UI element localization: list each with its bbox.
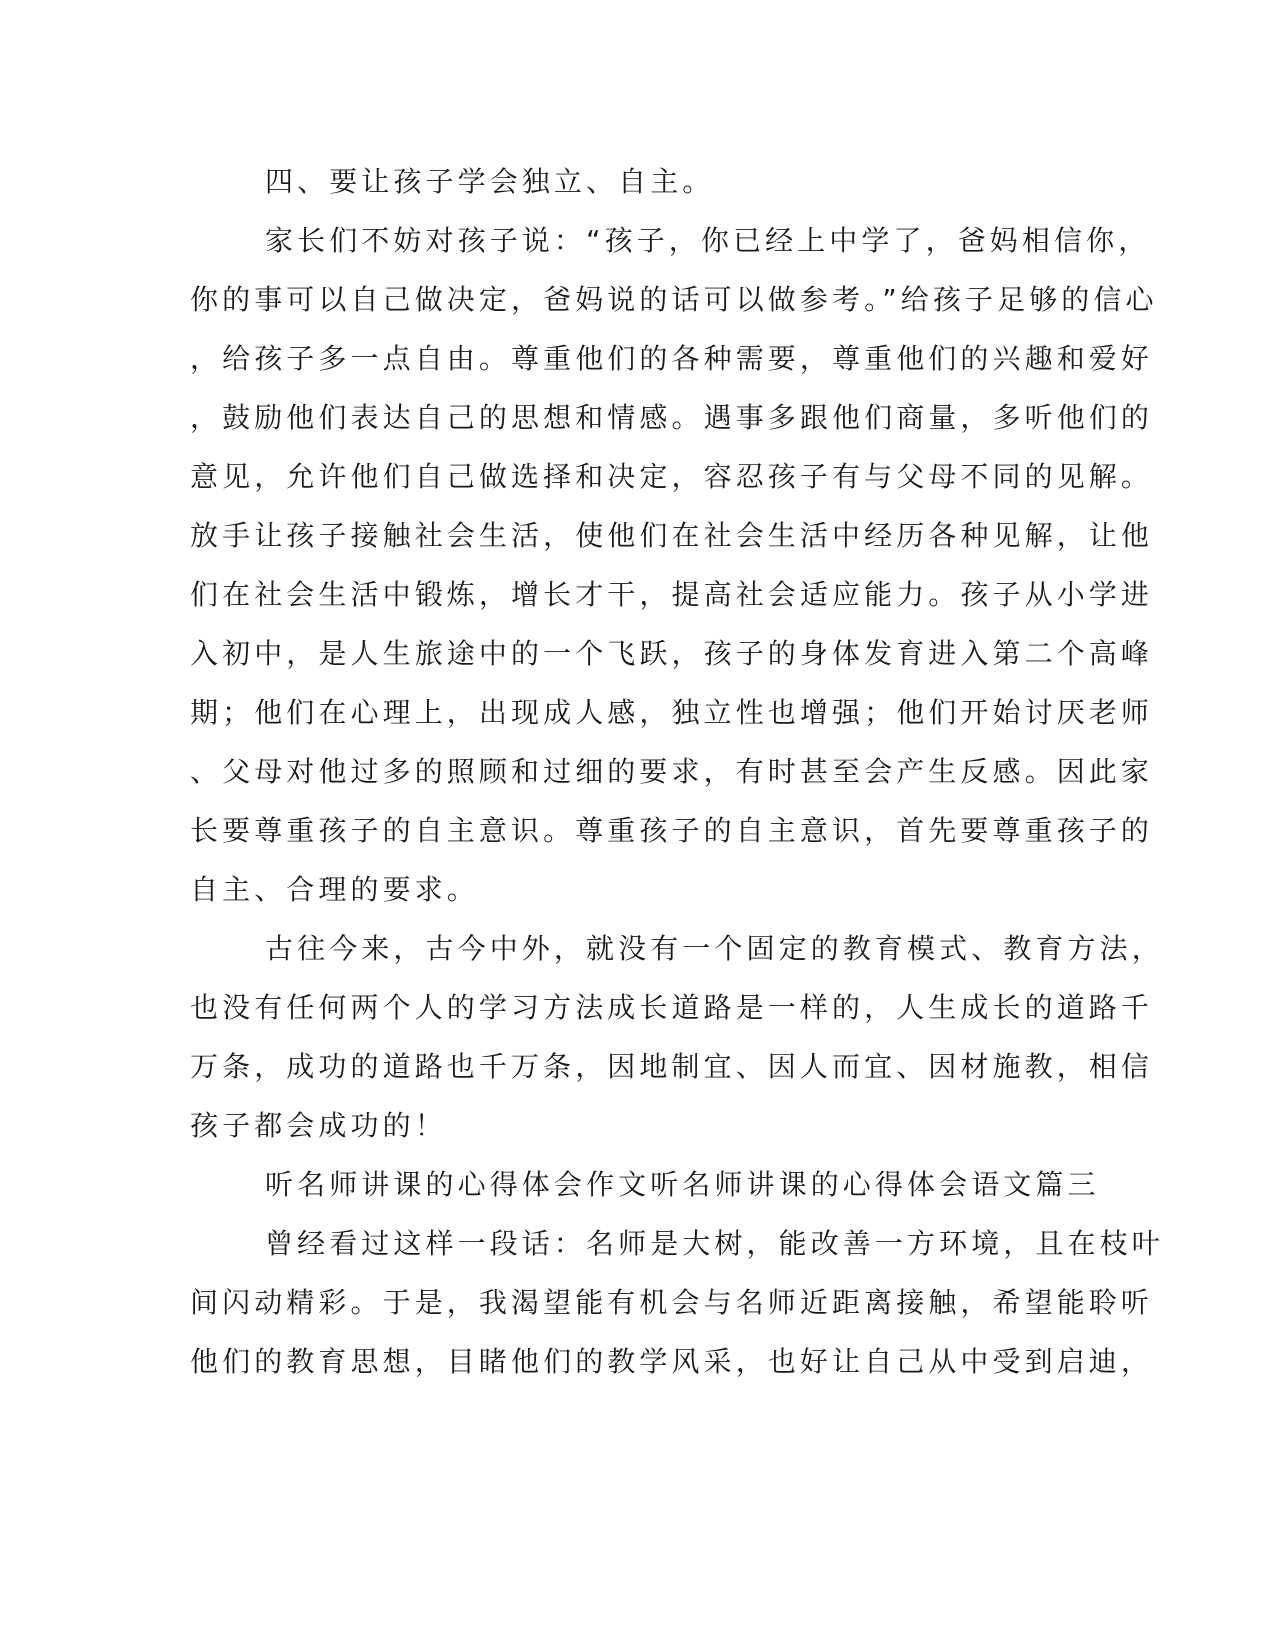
paragraph-line: 也没有任何两个人的学习方法成长道路是一样的，人生成长的道路千 <box>190 991 1154 1024</box>
paragraph-line: 、父母对他过多的照顾和过细的要求，有时甚至会产生反感。因此家 <box>190 755 1154 788</box>
paragraph-line: 自主、合理的要求。 <box>190 873 479 906</box>
paragraph-line: 意见，允许他们自己做选择和决定，容忍孩子有与父母不同的见解。 <box>190 460 1154 493</box>
paragraph-line: 万条，成功的道路也千万条，因地制宜、因人而宜、因材施教，相信 <box>190 1050 1154 1083</box>
paragraph-line: 们在社会生活中锻炼，增长才干，提高社会适应能力。孩子从小学进 <box>190 578 1154 611</box>
paragraph-line: 曾经看过这样一段话：名师是大树，能改善一方环境，且在枝叶 <box>265 1227 1164 1260</box>
paragraph-line: 入初中，是人生旅途中的一个飞跃，孩子的身体发育进入第二个高峰 <box>190 637 1154 670</box>
paragraph-line: 孩子都会成功的！ <box>190 1109 447 1142</box>
paragraph-line: 放手让孩子接触社会生活，使他们在社会生活中经历各种见解，让他 <box>190 519 1154 552</box>
paragraph-line: 你的事可以自己做决定，爸妈说的话可以做参考。”给孩子足够的信心 <box>190 283 1158 316</box>
article-title: 听名师讲课的心得体会作文听名师讲课的心得体会语文篇三 <box>265 1168 1100 1201</box>
paragraph-line: 期；他们在心理上，出现成人感，独立性也增强；他们开始讨厌老师 <box>190 696 1154 729</box>
paragraph-line: 古往今来，古今中外，就没有一个固定的教育模式、教育方法， <box>265 932 1164 965</box>
paragraph-line: 他们的教育思想，目睹他们的教学风采，也好让自己从中受到启迪， <box>190 1345 1154 1378</box>
paragraph-line: ，鼓励他们表达自己的思想和情感。遇事多跟他们商量，多听他们的 <box>190 401 1154 434</box>
section-heading: 四、要让孩子学会独立、自主。 <box>265 165 715 198</box>
paragraph-line: 长要尊重孩子的自主意识。尊重孩子的自主意识，首先要尊重孩子的 <box>190 814 1154 847</box>
paragraph-line: 间闪动精彩。于是，我渴望能有机会与名师近距离接触，希望能聆听 <box>190 1286 1154 1319</box>
paragraph-line: ，给孩子多一点自由。尊重他们的各种需要，尊重他们的兴趣和爱好 <box>190 342 1154 375</box>
paragraph-line: 家长们不妨对孩子说：“孩子，你已经上中学了，爸妈相信你， <box>265 224 1151 257</box>
